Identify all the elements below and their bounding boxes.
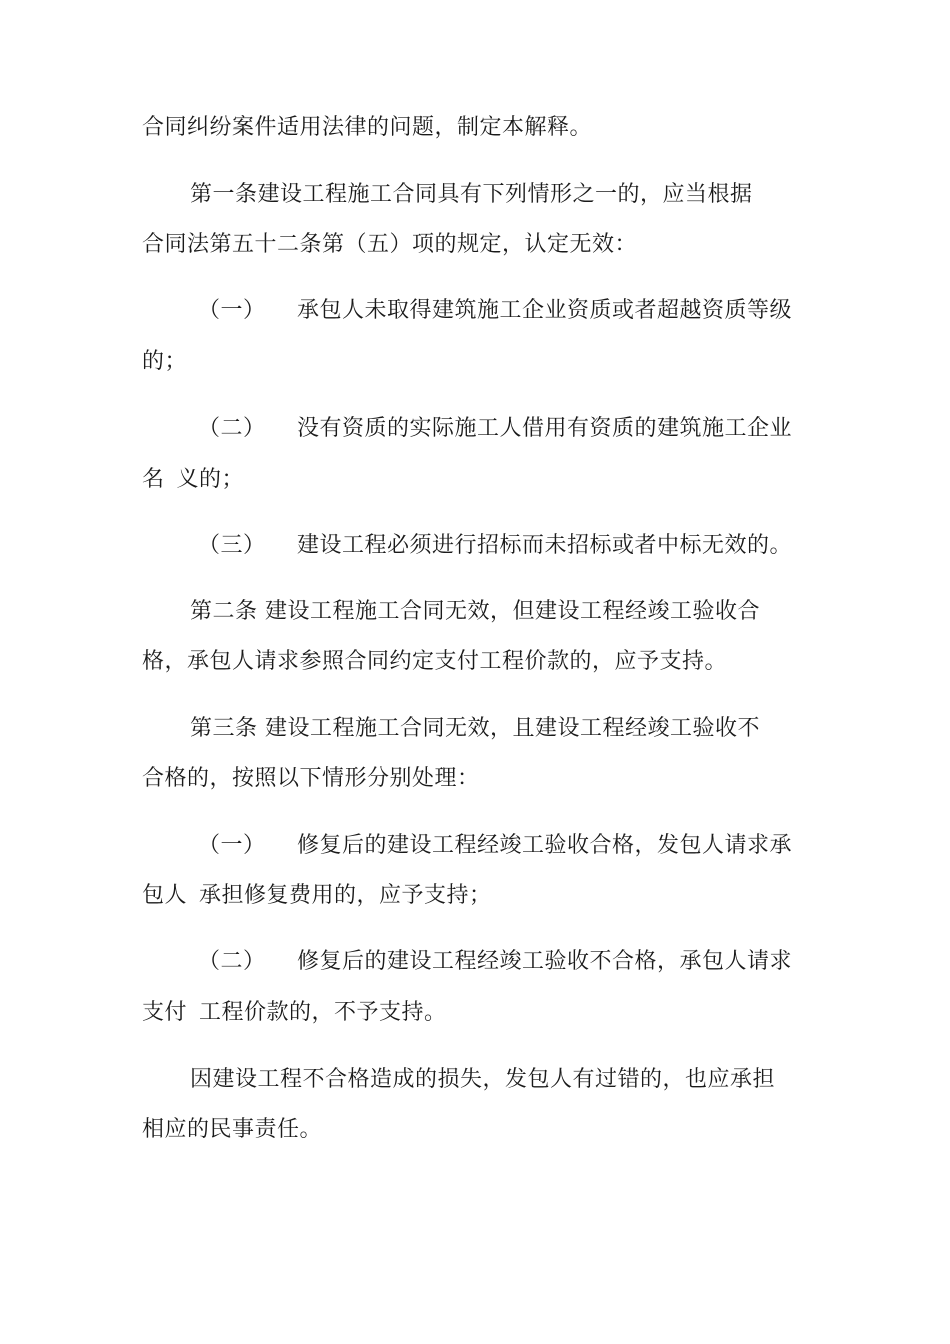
item-text: 修复后的建设工程经竣工验收不合格，承包人请求 [297,949,793,974]
paragraph-line: 合同纠纷案件适用法律的问题，制定本解释。 [142,115,593,140]
article-1-line-2: 合同法第五十二条第（五）项的规定，认定无效： [142,232,638,257]
item-number: （二） [198,416,266,441]
item-number: （一） [198,298,266,323]
item-text: 承包人未取得建筑施工企业资质或者超越资质等级 [297,298,793,323]
item-text: 没有资质的实际施工人借用有资质的建筑施工企业 [297,416,793,441]
item-continuation [142,465,244,495]
item-continuation-part: 义的； [176,467,245,492]
item-text: 建设工程必须进行招标而未招标或者中标无效的。 [297,533,793,558]
item-continuation [142,998,447,1028]
article-3-line-2: 合格的，按照以下情形分别处理： [142,766,480,791]
item-continuation [142,881,492,911]
item-continuation-part: 支付 [142,1000,188,1025]
item-number: （三） [198,533,266,558]
closing-line-1: 因建设工程不合格造成的损失，发包人有过错的，也应承担 [190,1067,776,1092]
item-continuation-part: 包人 [142,883,188,908]
closing-line-2: 相应的民事责任。 [142,1117,323,1142]
item-continuation-part: 名 [142,467,165,492]
item-continuation: 的； [142,349,188,374]
item-continuation-part: 工程价款的，不予支持。 [199,1000,447,1025]
article-2-line-2: 格，承包人请求参照合同约定支付工程价款的，应予支持。 [142,649,728,674]
item-number: （一） [198,833,266,858]
article-3-line-1: 第三条 建设工程施工合同无效，且建设工程经竣工验收不 [190,716,760,741]
item-number: （二） [198,949,266,974]
article-1-line-1: 第一条建设工程施工合同具有下列情形之一的，应当根据 [190,182,753,207]
item-text: 修复后的建设工程经竣工验收合格，发包人请求承 [297,833,793,858]
item-continuation-part: 承担修复费用的，应予支持； [199,883,492,908]
article-2-line-1: 第二条 建设工程施工合同无效，但建设工程经竣工验收合 [190,599,760,624]
